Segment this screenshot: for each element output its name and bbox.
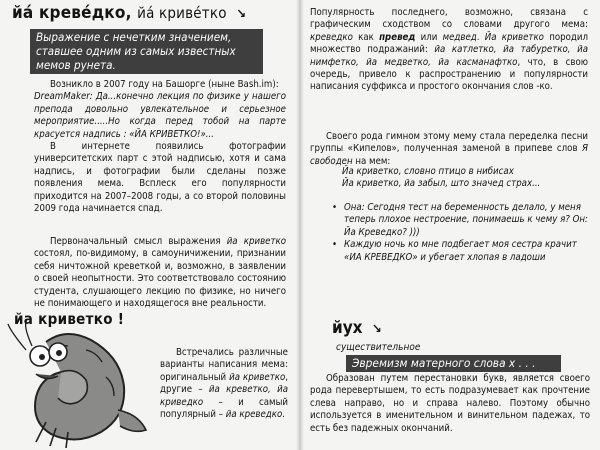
shrimp-illustration — [6, 322, 156, 448]
example-list — [332, 202, 588, 264]
headword — [12, 3, 246, 23]
paragraph-4: Встречались различные варианты написания мема: оригинальный йа криветко, другие – йа креветко, йа криведко – и самый популярный – йа креведко. — [160, 347, 288, 421]
headword-alt: йа́ криве́тко — [137, 4, 227, 22]
right-paragraph-3: Образован путем перестановки букв, является своего рода перевертышем, то есть подразумевает как прочтение слева направо, но и справа налево. Поэтому обычно используется в именительном и винительном падежах, то есть без падежных окончаний. — [310, 373, 590, 434]
origin-text: Возникло в 2007 году на Башорге (нынe Bash.im): — [50, 79, 279, 90]
left-page — [0, 0, 298, 450]
quote-line: Йа криветко, йа забыл, што значед страх... — [342, 178, 541, 190]
right-paragraph-1: Популярность последнего, возможно, связана с графическим сходством со словами другого мема: креведко как превед или медвед. Йа криветко породил множество подражаний: йа катлетко, йа табуретко, йа нимфетко, йа медветко, йа касманафтко, что, в свою очередь, привело к распространению и популярности написания суффикса и простого окончания слов -ко. — [310, 7, 588, 93]
arrow-icon: ↘ — [236, 7, 247, 22]
list-item: • Каждую ночь ко мне подбегает моя сестра крачит «ИА КРЕВЕДКО» и убегает хлопая в ладоши — [332, 239, 588, 264]
bash-quote: DreamMaker: Да...конечно лекция по физике у нашего препода довольно увлекательное и серьезное мероприятие.....Но когда перед тобой на парте красуется надпись : «ЙА КРИВЕТКО!»... — [34, 91, 286, 140]
definition-box-2: Эвремизм матерного слова х . . . — [346, 355, 561, 372]
paragraph-2: В интернете появились фотографии университетских парт с этой надписью, хотя и сама надпись, и фотографии были сделаны позже появления мема. Всплеск его популярности приходится на 2007–2008 годы, а со второй половины 2009 года начинается спад. — [34, 141, 286, 215]
definition-box: Выражение с нечетким значением, ставшее одним из самых известных мемов рунета. — [30, 29, 263, 74]
song-quote — [342, 166, 588, 191]
arrow-icon: ↘ — [371, 322, 382, 337]
right-paragraph-2: Своего рода гимном этому мему стала переделка песни группы «Кипелов», полученная заменой в припеве слов Я свободен на мем: — [310, 131, 588, 167]
headword-2: йух ↘ — [332, 318, 382, 338]
part-of-speech: существительное — [336, 342, 421, 353]
paragraph-3: Первоначальный смысл выражения йа криветко состоял, по-видимому, в самоуничижении, признании себя ничтожной креветкой и, возможно, в заявлении о своей неопытности. Это соответствовало состоянию студента, слушающего лекцию по физике, но ничего не понимающего и находящегося вне реальности. — [34, 236, 286, 310]
sticker-text: йа криветко ! — [14, 310, 125, 328]
paragraph-1 — [34, 79, 286, 215]
headword-main: йа́ креве́дко, — [12, 3, 132, 23]
quote-line: Йа криветко, словно птицо в нибисах — [342, 166, 514, 177]
right-page — [302, 0, 600, 450]
list-item: • Она: Сегодня тест на беременность делало, у меня теперь плохое нестроение, понимаешь к чему я? Он: Йа Креведко? ))) — [332, 202, 588, 239]
